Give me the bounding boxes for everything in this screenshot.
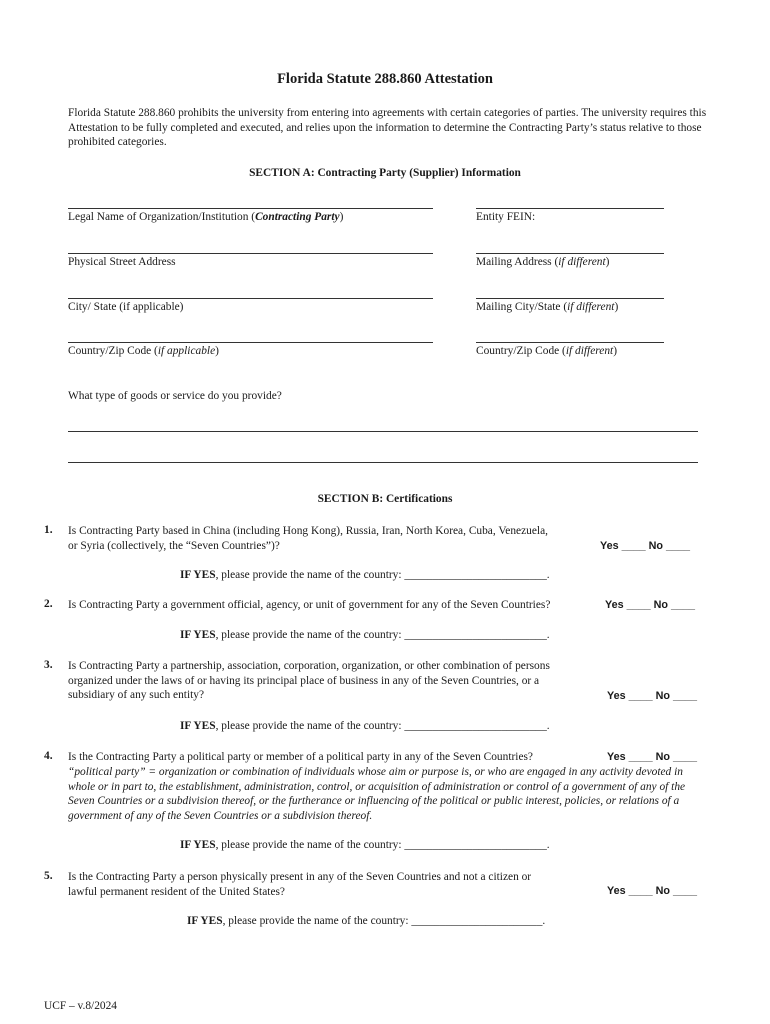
question-2-text: Is Contracting Party a government official, agency, or unit of government for any of the Seven Countries?	[68, 599, 551, 611]
goods-question: What type of goods or service do you provide?	[68, 390, 282, 402]
question-3-text: Is Contracting Party a partnership, association, corporation, organization, or other combination of persons organized under the laws of or having its principal place of business in any of the Seven Countries, or a subsidiary of any such entity?	[68, 660, 550, 702]
mailing-address-label: Mailing Address (if different)	[476, 256, 610, 268]
question-4-if-yes[interactable]: IF YES, please provide the name of the country: _________________________.	[180, 839, 550, 851]
question-3-yes-no[interactable]: Yes ____ No ____	[607, 690, 698, 702]
city-state-line[interactable]	[68, 298, 433, 299]
question-1-yes-no[interactable]: Yes ____ No ____	[600, 540, 691, 552]
question-1-if-yes[interactable]: IF YES, please provide the name of the country: _________________________.	[180, 569, 550, 581]
legal-name-line[interactable]	[68, 208, 433, 209]
question-number: 3.	[44, 659, 53, 671]
goods-answer-line-1[interactable]	[68, 431, 698, 432]
goods-answer-line-2[interactable]	[68, 462, 698, 463]
document-title: Florida Statute 288.860 Attestation	[277, 71, 493, 87]
intro-paragraph: Florida Statute 288.860 prohibits the university from entering into agreements with certain categories of parties. The university requires this Attestation to be fully completed and executed, and relies upon the information to determine the Contracting Party’s status relative to those prohibited categories.	[68, 107, 707, 149]
legal-name-label: Legal Name of Organization/Institution (Contracting Party)	[68, 211, 344, 223]
mailing-city-line[interactable]	[476, 298, 664, 299]
mailing-address-line[interactable]	[476, 253, 664, 254]
question-4-text: Is the Contracting Party a political party or member of a political party in any of the Seven Countries?	[68, 751, 533, 763]
question-number: 4.	[44, 750, 53, 762]
question-5-if-yes[interactable]: IF YES, please provide the name of the country: _______________________.	[187, 915, 546, 927]
question-2-if-yes[interactable]: IF YES, please provide the name of the country: _________________________.	[180, 629, 550, 641]
question-1-text: Is Contracting Party based in China (including Hong Kong), Russia, Iran, North Korea, Cuba, Venezuela, or Syria (collectively, the “Seven Countries”)?	[68, 525, 548, 552]
question-2-yes-no[interactable]: Yes ____ No ____	[605, 599, 696, 611]
question-number: 2.	[44, 598, 53, 610]
entity-fein-label: Entity FEIN:	[476, 211, 536, 223]
section-a-heading: SECTION A: Contracting Party (Supplier) Information	[249, 167, 521, 179]
political-party-definition: “political party” = organization or combination of individuals whose aim or purpose is, or who are engaged in any activity devoted in whole or in part to, the establishment, administration, control, or acquisition of administration or control of a government of any of the Seven Countries or a subdivision thereof, or the furtherance or influencing of the political or public interest, policies, or relations of a government of any of the Seven Countries or a subdivision thereof.	[68, 766, 686, 822]
question-4-yes-no[interactable]: Yes ____ No ____	[607, 751, 698, 763]
entity-fein-line[interactable]	[476, 208, 664, 209]
physical-address-label: Physical Street Address	[68, 256, 176, 268]
question-5-text: Is the Contracting Party a person physically present in any of the Seven Countries and not a citizen or lawful permanent resident of the United States?	[68, 871, 532, 898]
mailing-country-line[interactable]	[476, 342, 664, 343]
question-5-yes-no[interactable]: Yes ____ No ____	[607, 885, 698, 897]
mailing-country-label: Country/Zip Code (if different)	[476, 345, 618, 357]
version-footer: UCF – v.8/2024	[44, 1000, 117, 1012]
physical-address-line[interactable]	[68, 253, 433, 254]
country-zip-label: Country/Zip Code (if applicable)	[68, 345, 219, 357]
question-number: 1.	[44, 524, 53, 536]
question-number: 5.	[44, 870, 53, 882]
mailing-city-label: Mailing City/State (if different)	[476, 301, 619, 313]
question-3-if-yes[interactable]: IF YES, please provide the name of the country: _________________________.	[180, 720, 550, 732]
country-zip-line[interactable]	[68, 342, 433, 343]
section-b-heading: SECTION B: Certifications	[317, 493, 453, 505]
city-state-label: City/ State (if applicable)	[68, 301, 184, 313]
